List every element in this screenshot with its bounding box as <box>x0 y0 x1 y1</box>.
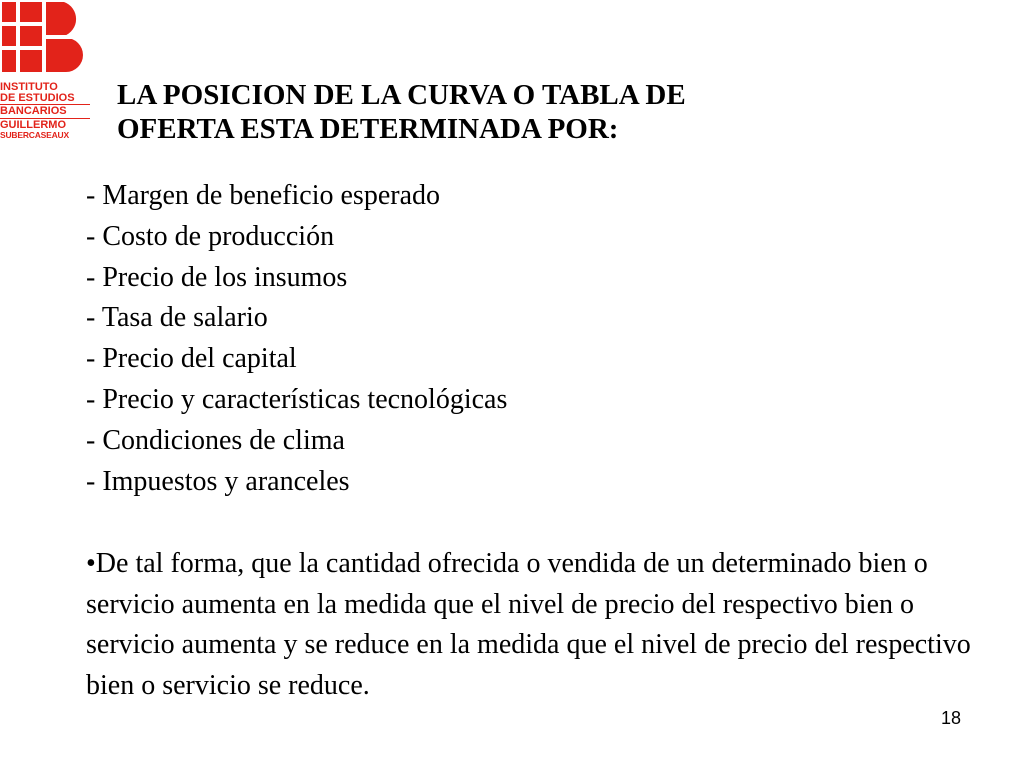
conclusion-paragraph: •De tal forma, que la cantidad ofrecida o vendida de un determinado bien o servicio aumenta en la medida que el nivel de precio del respectivo bien o servicio aumenta y se reduce en la medida que el nivel de precio del respectivo bien o servicio se reduce. <box>86 548 971 701</box>
slide-title <box>117 78 817 146</box>
slide-title-line-2: OFERTA ESTA DETERMINADA POR: <box>117 113 619 145</box>
slide-title-line-1: LA POSICION DE LA CURVA O TABLA DE <box>117 79 686 111</box>
list-item: - Tasa de salario <box>86 302 268 334</box>
logo-wordmark <box>0 82 92 141</box>
logo-line-5: SUBERCASEAUX <box>0 130 69 140</box>
list-item: - Precio del capital <box>86 343 297 375</box>
logo-line-3: BANCARIOS <box>0 105 67 117</box>
logo-line-1: INSTITUTO <box>0 81 58 93</box>
list-item: - Condiciones de clima <box>86 424 345 456</box>
ieb-logo-icon <box>0 0 100 82</box>
list-item: - Precio y características tecnológicas <box>86 383 508 415</box>
logo-line-2: DE ESTUDIOS <box>0 91 75 104</box>
list-item: - Impuestos y aranceles <box>86 465 350 497</box>
institute-logo <box>0 0 100 150</box>
supply-factors-list <box>86 176 786 502</box>
page-number: 18 <box>941 708 962 728</box>
list-item: - Margen de beneficio esperado <box>86 180 440 211</box>
list-item: - Costo de producción <box>86 220 335 252</box>
logo-line-4: GUILLERMO <box>0 118 66 131</box>
list-item: - Precio de los insumos <box>86 261 348 293</box>
